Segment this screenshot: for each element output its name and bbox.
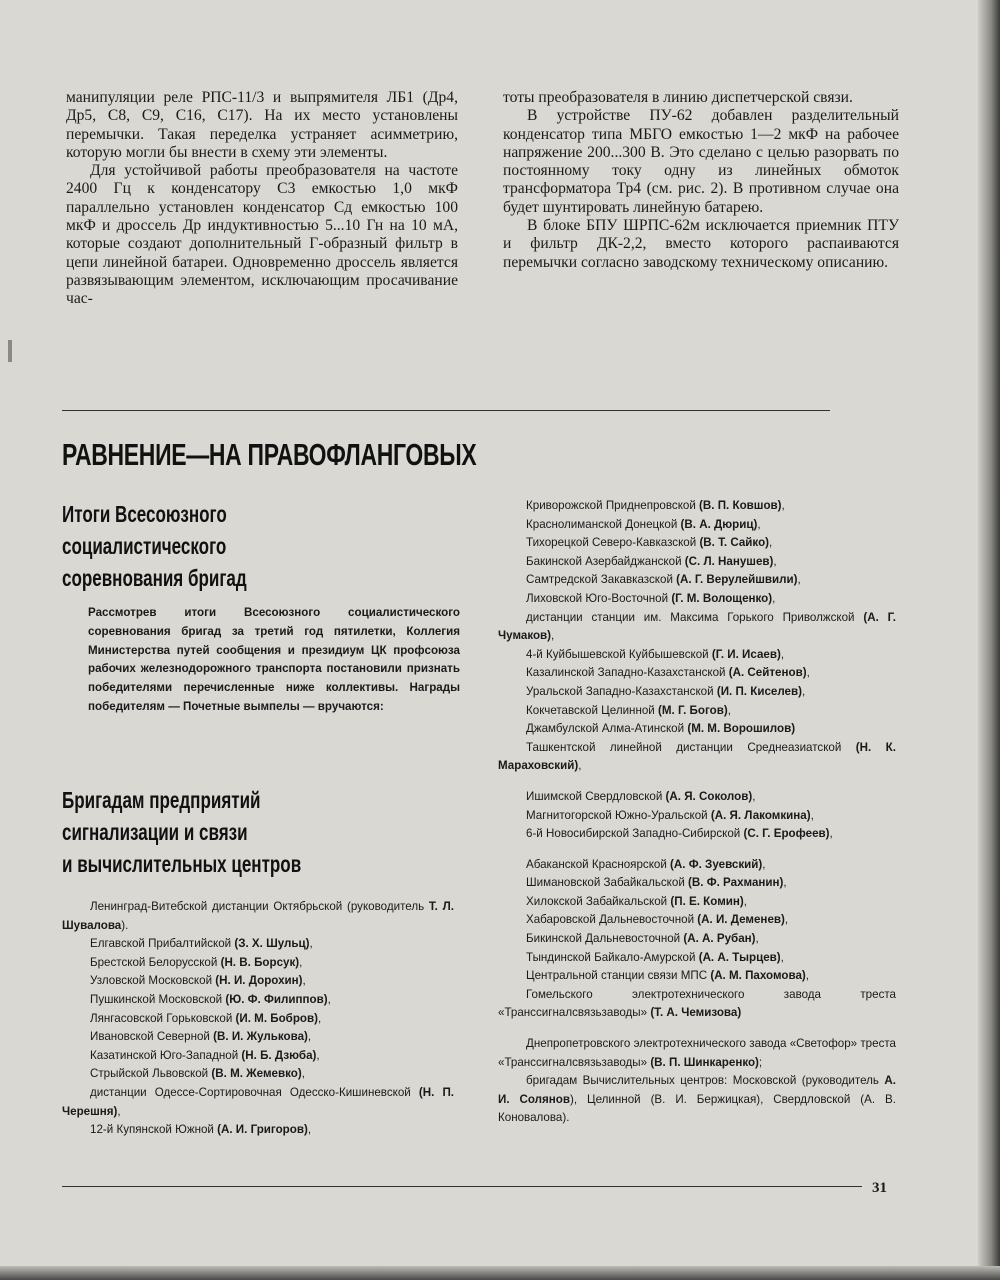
list-item xyxy=(498,807,896,826)
brigade-name: 12-й Купянской Южной xyxy=(90,1123,218,1137)
leader-name: (Т. А. Чемизова) xyxy=(650,1006,742,1020)
leader-name: (Н. Б. Дзюба) xyxy=(241,1048,317,1062)
list-item xyxy=(498,1035,896,1072)
brigade-name: Шимановской Забайкальской xyxy=(526,876,689,890)
leader-name: (А. А. Тырцев) xyxy=(698,950,781,964)
item-tail: , xyxy=(755,932,759,946)
winners-list-left xyxy=(62,898,454,1140)
brigade-name: Тындинской Байкало-Амурской xyxy=(526,950,699,964)
item-tail: , xyxy=(783,876,787,890)
leader-name: (В. М. Жемевко) xyxy=(211,1067,302,1081)
list-item xyxy=(498,516,896,535)
brigade-name: Хабаровской Дальневосточной xyxy=(526,913,698,927)
list-item xyxy=(498,609,896,646)
brigade-name: Хилокской Забайкальской xyxy=(526,894,671,908)
brigade-name: Джамбулской Алма-Атинской xyxy=(526,722,688,736)
section-heading-line: и вычислительных центров xyxy=(62,851,302,877)
item-tail: , xyxy=(578,759,582,773)
brigade-name: Самтредской Закавказской xyxy=(526,573,677,587)
list-item xyxy=(498,683,896,702)
paragraph: В устройстве ПУ-62 добавлен разделительный конденсатор типа МБГО емкостью 1—2 мкФ на рабочее напряжение 200...300 В. Это сделано с целью разорвать по постоянному току одну из линейных обмоток трансформатора Тр4 (см. рис. 2). В противном случае она будет шунтировать линейную батарею. xyxy=(503,107,899,216)
list-item xyxy=(498,739,896,776)
leader-name: А. И. Солянов xyxy=(498,1074,896,1106)
leader-name: (В. Ф. Рахманин) xyxy=(688,876,784,890)
item-tail: , xyxy=(316,1048,320,1062)
list-item xyxy=(62,954,454,973)
brigade-name: Лиховской Юго-Восточной xyxy=(526,591,672,605)
top-right-column xyxy=(503,89,899,272)
paragraph: Для устойчивой работы преобразователя на частоте 2400 Гц к конденсатору С3 емкостью 1,0 мкФ параллельно установлен конденсатор Сд емкостью 100 мкФ и дроссель Др индуктивностью 5...10 Гн на 10 мА, которые создают дополнительный Г-образный фильтр в цепи линейной батареи. Одновременно дроссель является развязывающим элементом, исключающим просачивание час- xyxy=(66,162,458,308)
brigade-name: Кокчетавской Целинной xyxy=(526,703,659,717)
list-item xyxy=(498,949,896,968)
leader-name: (С. Л. Нанушев) xyxy=(684,554,774,568)
list-item xyxy=(498,911,896,930)
item-tail: , xyxy=(810,808,814,822)
leader-name: (В. И. Жулькова) xyxy=(213,1030,308,1044)
leader-name: (В. П. Ковшов) xyxy=(699,499,782,512)
list-item xyxy=(498,856,896,875)
brigade-name: Бакинской Азербайджанской xyxy=(526,554,685,568)
leader-name: Т. Л. Шувалова xyxy=(62,900,454,932)
leader-name: (А. И. Деменев) xyxy=(697,913,785,927)
leader-name: (Ю. Ф. Филиппов) xyxy=(225,992,328,1006)
winners-list-right xyxy=(498,497,896,1128)
footer-rule xyxy=(62,1186,862,1187)
paragraph: В блоке БПУ ШРПС-62м исключается приемник ПТУ и фильтр ДК-2,2, вместо которого распаиваются перемычки согласно заводскому техническому описанию. xyxy=(503,217,899,271)
leader-name: (А. А. Рубан) xyxy=(683,932,756,946)
leader-name: (А. Я. Лакомкина) xyxy=(710,808,811,822)
item-tail: , xyxy=(773,554,777,568)
brigade-name: Днепропетровского электротехнического завода «Светофор» треста «Транссигналсвязьзаводы» xyxy=(498,1037,896,1069)
brigade-name: 6-й Новосибирской Западно-Сибирской xyxy=(526,827,744,841)
item-tail: , xyxy=(769,536,773,550)
list-item xyxy=(62,991,454,1010)
brigade-name: Магнитогорской Южно-Уральской xyxy=(526,808,711,822)
brigade-name: бригадам Вычислительных центров: Московской (руководитель xyxy=(526,1074,885,1088)
item-tail: , xyxy=(784,913,789,927)
item-tail: , xyxy=(781,499,785,512)
leader-name: (А. М. Пахомова) xyxy=(710,969,806,983)
item-tail: , xyxy=(805,969,809,983)
brigade-name: 4-й Куйбышевской Куйбышевской xyxy=(526,647,712,661)
leader-name: (В. А. Дюриц) xyxy=(680,517,758,531)
list-item xyxy=(498,893,896,912)
leader-name: (Г. М. Волощенко) xyxy=(671,591,773,605)
list-item xyxy=(62,898,454,935)
top-left-column xyxy=(66,89,458,309)
item-tail: , xyxy=(772,591,776,605)
brigade-name: дистанции Одессе-Сортировочная Одесско-Кишиневской xyxy=(90,1085,419,1099)
brigade-name: Ивановской Северной xyxy=(90,1030,214,1044)
brigade-name: Центральной станции связи МПС xyxy=(526,969,711,983)
list-item xyxy=(62,935,454,954)
brigade-name: Пушкинской Московской xyxy=(90,992,226,1006)
brigade-name: Казалинской Западно-Казахстанской xyxy=(526,666,729,680)
section-heading-line: сигнализации и связи xyxy=(62,819,248,845)
item-tail: , xyxy=(780,647,785,661)
page-number: 31 xyxy=(872,1180,887,1196)
item-tail: , xyxy=(757,517,761,531)
list-item xyxy=(498,720,896,739)
brigade-name: Узловской Московской xyxy=(90,974,216,988)
brigade-name: Ишимской Свердловской xyxy=(526,789,666,803)
paragraph: тоты преобразователя в линию диспетчерской связи. xyxy=(503,89,853,106)
subtitle-line: соревнования бригад xyxy=(62,565,247,591)
leader-name: (А. Сейтенов) xyxy=(728,666,807,680)
leader-name: (А. Г. Верулейшвили) xyxy=(676,573,798,587)
section-heading-line: Бригадам предприятий xyxy=(62,787,261,813)
leader-name: (А. Г. Чумаков) xyxy=(498,610,896,643)
brigade-name: Ташкентской линейной дистанции Среднеазиатской xyxy=(526,740,856,754)
list-item xyxy=(498,788,896,807)
margin-mark xyxy=(8,340,12,362)
list-item xyxy=(498,702,896,721)
list-item xyxy=(498,967,896,986)
brigade-name: Стрыйской Львовской xyxy=(90,1067,212,1081)
list-item xyxy=(498,986,896,1023)
brigade-name: Гомельского электротехнического завода треста «Транссигналсвязьзаводы» xyxy=(498,987,896,1020)
item-tail: , xyxy=(829,827,833,841)
item-tail: , xyxy=(301,1067,305,1081)
article-subtitle xyxy=(62,498,247,594)
subtitle-line: Итоги Всесоюзного xyxy=(62,501,227,527)
leader-name: (А. Я. Соколов) xyxy=(665,789,753,803)
brigade-name: Краснолиманской Донецкой xyxy=(526,517,681,531)
item-tail: , xyxy=(299,955,303,969)
leader-name: (Н. В. Борсук) xyxy=(220,955,300,969)
list-item xyxy=(62,1121,454,1140)
brigade-name: Криворожской Приднепровской xyxy=(526,499,700,512)
leader-name: (З. Х. Шульц) xyxy=(234,937,310,951)
subtitle-line: социалистического xyxy=(62,533,227,559)
leader-name: (Г. И. Исаев) xyxy=(711,647,781,661)
list-item xyxy=(498,571,896,590)
item-tail: , xyxy=(117,1104,121,1118)
list-item xyxy=(498,553,896,572)
list-item xyxy=(498,825,896,844)
list-item xyxy=(498,590,896,609)
item-tail: ). xyxy=(121,918,129,932)
list-item xyxy=(62,1010,454,1029)
leader-name: (И. П. Киселев) xyxy=(716,684,802,698)
leader-name: (А. Ф. Зуевский) xyxy=(670,857,763,871)
item-tail: , xyxy=(318,1011,322,1025)
item-tail: ; xyxy=(758,1055,763,1069)
brigade-name: Казатинской Юго-Западной xyxy=(90,1048,242,1062)
leader-name: (Н. И. Дорохин) xyxy=(215,974,303,988)
item-tail: , xyxy=(551,629,555,643)
leader-name: (В. П. Шинкаренко) xyxy=(650,1055,759,1069)
item-tail: , xyxy=(806,666,810,680)
item-tail: , xyxy=(302,974,306,988)
item-tail: , xyxy=(307,1123,312,1137)
brigade-name: Бикинской Дальневосточной xyxy=(526,932,684,946)
item-tail: , xyxy=(780,950,784,964)
brigade-name: Тихорецкой Северо-Кавказской xyxy=(526,536,700,550)
item-tail: , xyxy=(802,684,806,698)
brigade-name: Ленинград-Витебской дистанции Октябрьской (руководитель xyxy=(90,900,429,913)
section-heading xyxy=(62,784,301,880)
brigade-name: Уральской Западно-Казахстанской xyxy=(526,684,717,698)
list-item xyxy=(498,874,896,893)
page-edge-shadow xyxy=(978,0,1000,1280)
item-tail: ), Целинной (В. И. Бержицкая), Свердловской (А. В. Коновалова). xyxy=(498,1092,896,1125)
list-item xyxy=(62,1047,454,1066)
leader-name: (И. М. Бобров) xyxy=(235,1011,318,1025)
item-tail: , xyxy=(797,573,801,587)
list-item xyxy=(498,930,896,949)
leader-name: (В. Т. Сайко) xyxy=(699,536,770,550)
item-tail: , xyxy=(327,992,331,1006)
page-bottom-shadow xyxy=(0,1266,1000,1280)
list-item xyxy=(498,646,896,665)
item-tail: , xyxy=(307,1030,312,1044)
leader-name: (М. Г. Богов) xyxy=(658,703,728,717)
paragraph: манипуляции реле РПС-11/3 и выпрямителя ЛБ1 (Др4, Др5, С8, С9, С16, С17). На их место установлены перемычки. Такая переделка устраняет асимметрию, которую могли бы внести в схему эти элементы. xyxy=(66,89,458,161)
item-tail: , xyxy=(309,937,313,951)
article-intro: Рассмотрев итоги Всесоюзного социалистического соревнования бригад за третий год пятилетки, Коллегия Министерства путей сообщения и президиум ЦК профсоюза рабочих железнодорожного транспорта постановили признать победителями перечисленные ниже коллективы. Награды победителям — Почетные вымпелы — вручаются: xyxy=(88,606,460,713)
leader-name: (М. М. Ворошилов) xyxy=(687,722,796,736)
leader-name: (Н. К. Мараховский) xyxy=(498,740,896,773)
section-divider xyxy=(62,410,830,411)
item-tail: , xyxy=(762,857,766,871)
list-item xyxy=(498,1072,896,1128)
item-tail: , xyxy=(743,894,747,908)
list-item xyxy=(498,497,896,516)
brigade-name: дистанции станции им. Максима Горького Приволжской xyxy=(526,610,864,624)
list-item xyxy=(498,664,896,683)
leader-name: (С. Г. Ерофеев) xyxy=(743,827,830,841)
list-item xyxy=(62,1065,454,1084)
leader-name: (А. И. Григоров) xyxy=(217,1123,308,1137)
list-item xyxy=(498,534,896,553)
item-tail: , xyxy=(752,789,756,803)
brigade-name: Лянгасовской Горьковской xyxy=(90,1011,236,1025)
article-headline: РАВНЕНИЕ—НА ПРАВОФЛАНГОВЫХ xyxy=(62,437,477,472)
brigade-name: Брестской Белорусской xyxy=(90,955,221,969)
leader-name: (П. Е. Комин) xyxy=(670,894,744,908)
list-item xyxy=(62,1084,454,1121)
item-tail: , xyxy=(727,703,731,717)
leader-name: (Н. П. Черешня) xyxy=(62,1085,454,1118)
list-item xyxy=(62,972,454,991)
brigade-name: Абаканской Красноярской xyxy=(526,857,671,871)
list-item xyxy=(62,1028,454,1047)
brigade-name: Елгавской Прибалтийской xyxy=(90,937,235,951)
